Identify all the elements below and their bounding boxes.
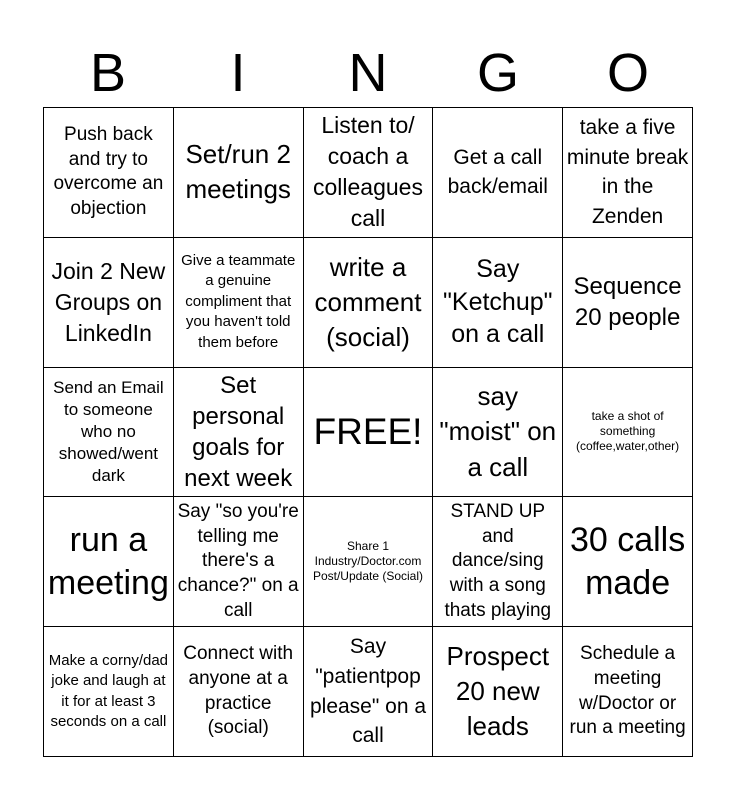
bingo-cell[interactable] <box>44 238 174 368</box>
bingo-cell[interactable] <box>433 238 563 368</box>
cell-text: take a five minute break in the Zenden <box>566 115 689 229</box>
bingo-cell[interactable] <box>44 108 174 238</box>
cell-text: Give a teammate a genuine compliment that you haven't told them before <box>181 251 296 352</box>
bingo-cell[interactable] <box>433 497 563 627</box>
cell-text: write a comment (social) <box>314 251 422 352</box>
bingo-cell[interactable] <box>174 368 304 498</box>
cell-text: Connect with anyone at a practice (social) <box>183 643 294 739</box>
cell-text: take a shot of something (coffee,water,other) <box>576 409 680 454</box>
free-space-cell[interactable] <box>304 368 434 498</box>
cell-text: Sequence 20 people <box>573 273 682 332</box>
cell-text: say "moist" on a call <box>439 381 557 482</box>
bingo-cell[interactable] <box>433 627 563 757</box>
cell-text: 30 calls made <box>569 521 686 602</box>
bingo-board <box>43 107 693 757</box>
cell-text: Schedule a meeting w/Doctor or run a meeting <box>569 643 686 739</box>
bingo-cell[interactable] <box>304 108 434 238</box>
bingo-cell[interactable] <box>563 368 693 498</box>
bingo-cell[interactable] <box>433 108 563 238</box>
bingo-cell[interactable] <box>304 627 434 757</box>
cell-text: Join 2 New Groups on LinkedIn <box>51 257 166 346</box>
bingo-cell[interactable] <box>433 368 563 498</box>
bingo-cell[interactable] <box>174 238 304 368</box>
cell-text: Set/run 2 meetings <box>185 139 291 205</box>
cell-text: Make a corny/dad joke and laugh at it for at least 3 seconds on a call <box>48 651 169 731</box>
header-letter-i: I <box>230 43 246 103</box>
bingo-cell[interactable] <box>174 108 304 238</box>
bingo-cell[interactable] <box>44 497 174 627</box>
bingo-cell[interactable] <box>563 627 693 757</box>
cell-text: Say "Ketchup" on a call <box>443 255 553 349</box>
cell-text: Set personal goals for next week <box>184 371 293 493</box>
cell-text: run a meeting <box>47 521 169 602</box>
header-letter-n: N <box>348 43 388 103</box>
header-letter-o: O <box>606 43 649 103</box>
cell-text: Say "patientpop please" on a call <box>309 634 427 748</box>
bingo-cell[interactable] <box>563 238 693 368</box>
cell-text: FREE! <box>313 410 423 452</box>
bingo-cell[interactable] <box>563 108 693 238</box>
cell-text: Prospect 20 new leads <box>446 640 550 742</box>
header-letter-b: B <box>89 43 127 103</box>
cell-text: STAND UP and dance/sing with a song thats playing <box>444 501 552 621</box>
cell-text: Push back and try to overcome an objection <box>53 124 164 220</box>
cell-text: Say "so you're telling me there's a chance?" on a call <box>177 501 299 621</box>
cell-text: Send an Email to someone who no showed/went dark <box>53 377 164 486</box>
bingo-cell[interactable] <box>44 627 174 757</box>
bingo-cell[interactable] <box>174 497 304 627</box>
bingo-cell[interactable] <box>304 497 434 627</box>
bingo-cell[interactable] <box>304 238 434 368</box>
header-letter-g: G <box>476 43 519 103</box>
cell-text: Share 1 Industry/Doctor.com Post/Update (Social) <box>312 539 424 584</box>
cell-text: Get a call back/email <box>447 145 548 199</box>
bingo-cell[interactable] <box>563 497 693 627</box>
cell-text: Listen to/ coach a colleagues call <box>313 112 423 232</box>
bingo-header <box>43 40 693 106</box>
bingo-cell[interactable] <box>44 368 174 498</box>
bingo-cell[interactable] <box>174 627 304 757</box>
